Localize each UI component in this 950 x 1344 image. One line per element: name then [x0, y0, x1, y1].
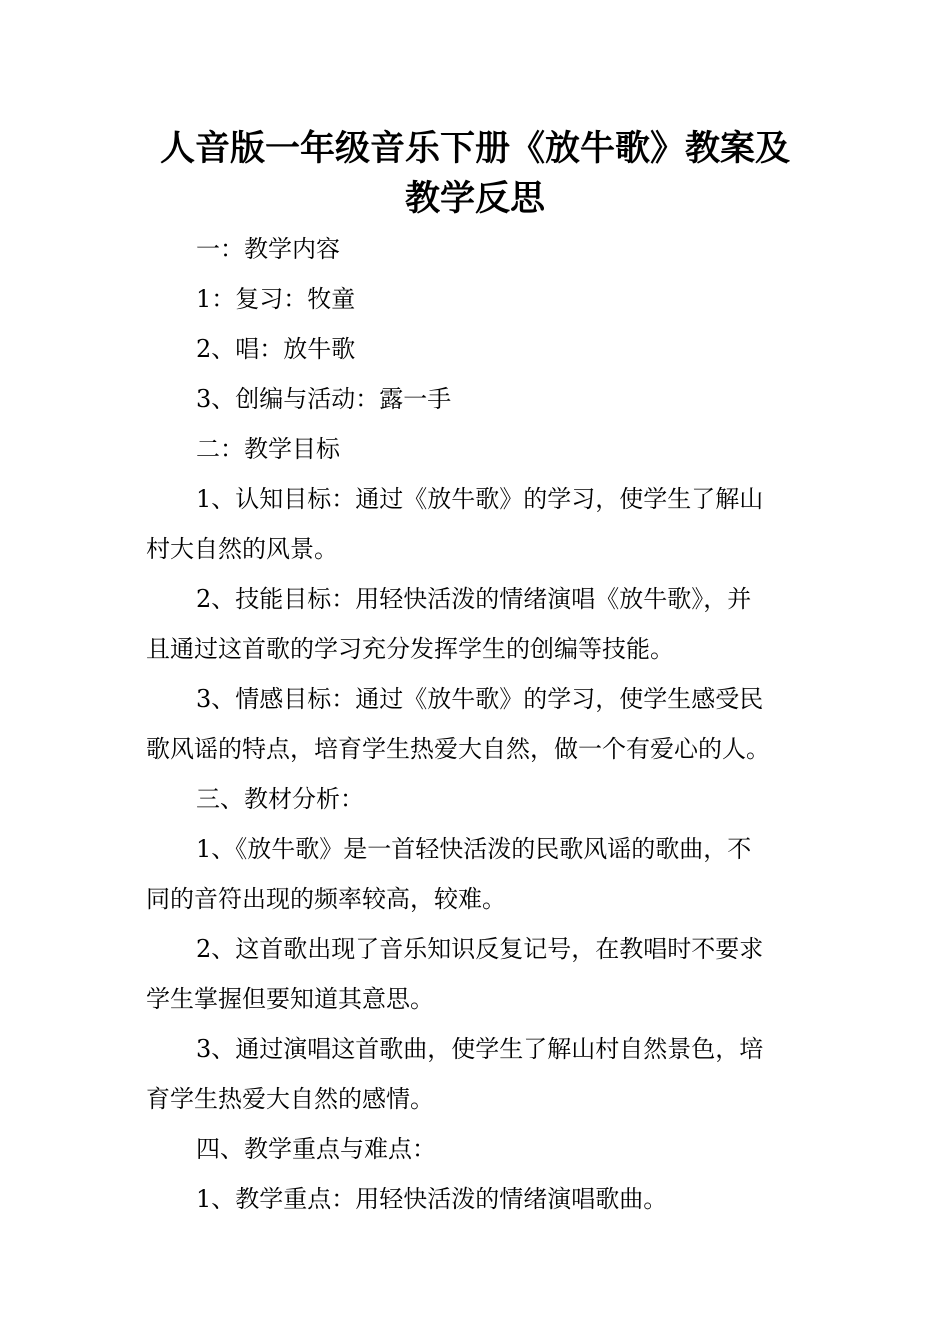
document-title-line-2: 教学反思 [404, 179, 545, 219]
paragraph-line: 3、通过演唱这首歌曲，使学生了解山村自然景色，培 [196, 1035, 764, 1063]
paragraph-line: 2、唱：放牛歌 [196, 335, 356, 363]
paragraph-line: 村大自然的风景。 [146, 535, 338, 563]
paragraph-line: 2、技能目标：用轻快活泼的情绪演唱《放牛歌》，并 [196, 585, 752, 613]
paragraph-line: 歌风谣的特点，培育学生热爱大自然，做一个有爱心的人。 [146, 735, 770, 763]
paragraph-line: 1、认知目标：通过《放牛歌》的学习，使学生了解山 [196, 485, 764, 513]
paragraph-line: 3、情感目标：通过《放牛歌》的学习，使学生感受民 [196, 685, 764, 713]
paragraph-line: 3、创编与活动：露一手 [196, 385, 452, 413]
paragraph-line: 2、这首歌出现了音乐知识反复记号，在教唱时不要求 [196, 935, 764, 963]
paragraph-line: 1：复习：牧童 [196, 285, 356, 313]
section-heading-analysis: 三、教材分析： [196, 785, 364, 813]
section-heading-content: 一：教学内容 [196, 235, 340, 263]
document-title-line-1: 人音版一年级音乐下册《放牛歌》教案及 [159, 129, 790, 169]
section-heading-goals: 二：教学目标 [196, 435, 340, 463]
paragraph-line: 育学生热爱大自然的感情。 [146, 1085, 434, 1113]
paragraph-line: 1、《放牛歌》是一首轻快活泼的民歌风谣的歌曲，不 [196, 835, 752, 863]
paragraph-line: 且通过这首歌的学习充分发挥学生的创编等技能。 [146, 635, 674, 663]
paragraph-line: 1、教学重点：用轻快活泼的情绪演唱歌曲。 [196, 1185, 668, 1213]
paragraph-line: 同的音符出现的频率较高，较难。 [146, 885, 506, 913]
section-heading-key-points: 四、教学重点与难点： [196, 1135, 436, 1163]
paragraph-line: 学生掌握但要知道其意思。 [146, 985, 434, 1013]
